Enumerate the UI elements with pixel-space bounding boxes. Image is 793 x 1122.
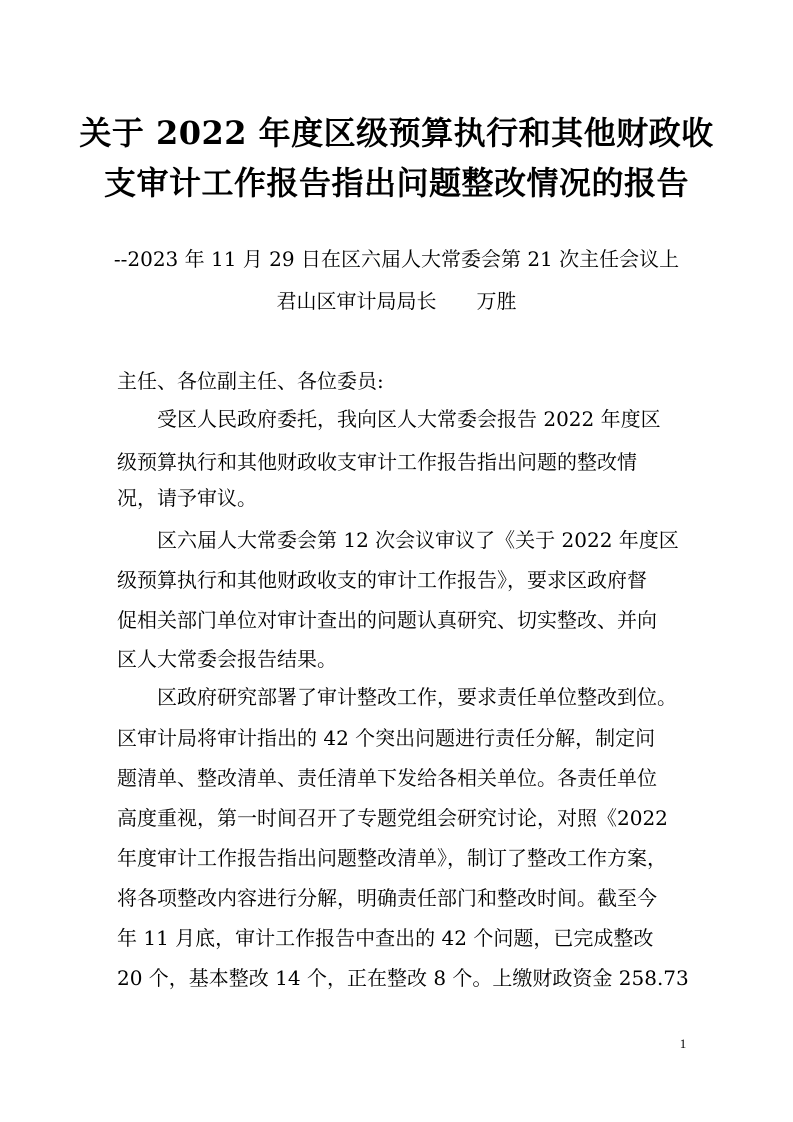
body-line: 20 个，基本整改 14 个，正在整改 8 个。上缴财政资金 258.73 [117, 966, 689, 990]
body-line: 受区人民政府委托，我向区人大常委会报告 2022 年度区 [117, 407, 661, 431]
body-line: 区六届人大常委会第 12 次会议审议了《关于 2022 年度区 [117, 528, 679, 552]
document-title-line-1: 关于 2022 年度区级预算执行和其他财政收 [79, 114, 714, 152]
body-line: 题清单、整改清单、责任清单下发给各相关单位。各责任单位 [117, 766, 657, 790]
page-number: 1 [679, 1036, 687, 1051]
body-line: 将各项整改内容进行分解，明确责任部门和整改时间。截至今 [117, 886, 657, 910]
speaker-name: 万胜 [476, 289, 517, 313]
body-line: 年 11 月底，审计工作报告中查出的 42 个问题，已完成整改 [117, 926, 654, 950]
body-line: 级预算执行和其他财政收支审计工作报告指出问题的整改情 [117, 450, 637, 474]
body-line: 区人大常委会报告结果。 [117, 647, 337, 671]
body-line: 区审计局将审计指出的 42 个突出问题进行责任分解，制定问 [117, 726, 656, 750]
body-line: 级预算执行和其他财政收支的审计工作报告》，要求区政府督 [117, 568, 647, 592]
body-line: 区政府研究部署了审计整改工作，要求责任单位整改到位。 [117, 685, 677, 709]
meeting-subtitle: --2023 年 11 月 29 日在区六届人大常委会第 21 次主任会议上 [113, 247, 680, 271]
body-line: 促相关部门单位对审计查出的问题认真研究、切实整改、并向 [117, 608, 657, 632]
speaker-line [0, 287, 793, 315]
speaker-unit: 君山区审计局局长 [276, 289, 437, 313]
document-title-line-2: 支审计工作报告指出问题整改情况的报告 [103, 164, 689, 202]
body-line: 主任、各位副主任、各位委员: [117, 369, 384, 393]
body-line: 况，请予审议。 [117, 486, 257, 510]
body-line: 年度审计工作报告指出问题整改清单》，制订了整改工作方案， [117, 846, 667, 870]
body-line: 高度重视，第一时间召开了专题党组会研究讨论，对照《2022 [117, 806, 668, 830]
